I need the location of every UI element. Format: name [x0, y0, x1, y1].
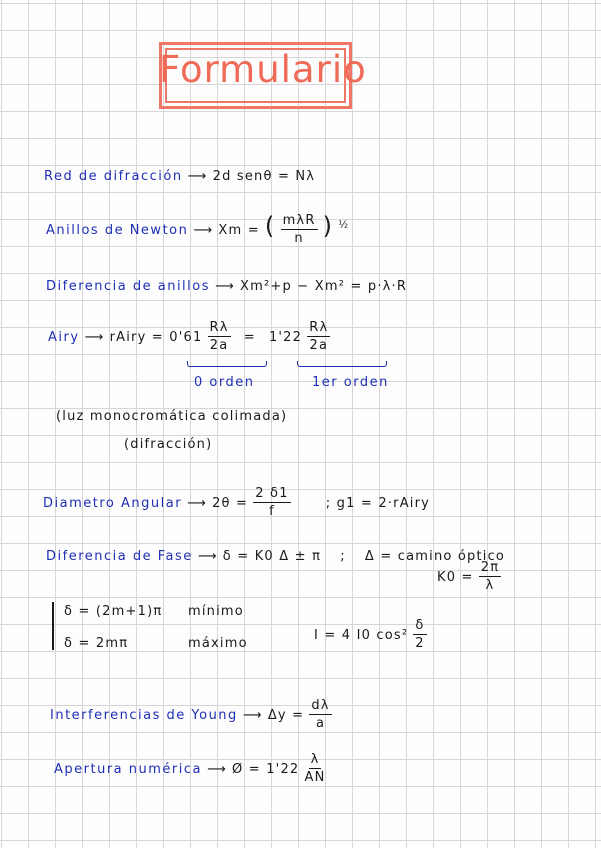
k0-definition: [437, 560, 501, 593]
label-diferencia-anillos: Diferencia de anillos: [46, 279, 211, 294]
label-airy: Airy: [48, 330, 80, 345]
intensity-fraction: [413, 618, 426, 651]
intensity-den: 2: [415, 636, 425, 651]
airy-num-2: Rλ: [309, 320, 329, 335]
airy-den-2: 2a: [309, 338, 329, 353]
formula-red-difraccion: 2d senθ = Nλ: [212, 169, 316, 184]
airy-coef-2: 1'22: [268, 330, 303, 345]
newton-exponent: ½: [338, 219, 350, 231]
k0-num: 2π: [480, 560, 500, 575]
label-young: Interferencias de Young: [50, 708, 238, 723]
airy-den-1: 2a: [209, 338, 229, 353]
row-red-difraccion: [44, 165, 315, 184]
formula-fase: δ = K0 Δ ± π: [222, 549, 322, 564]
diametro-extra: ; g1 = 2·rAiry: [325, 496, 431, 511]
arrow-icon: ⟶: [242, 708, 263, 723]
paren-left: (: [264, 212, 276, 240]
arrow-icon: ⟶: [207, 762, 227, 777]
cond-min-label: mínimo: [188, 604, 244, 619]
diametro-fraction: [253, 486, 290, 519]
apertura-lhs: Ø = 1'22: [232, 762, 300, 777]
airy-num-1: Rλ: [209, 320, 229, 335]
label-anillos-newton: Anillos de Newton: [46, 223, 189, 238]
arrow-icon: ⟶: [215, 279, 235, 294]
label-1er-orden: 1er orden: [312, 375, 389, 390]
k0-fraction: [479, 560, 502, 593]
formula-diferencia-anillos: Xm²+p − Xm² = p·λ·R: [240, 279, 408, 294]
young-lhs: Δy =: [267, 708, 305, 723]
page-title: Formulario: [159, 48, 367, 91]
apertura-num: λ: [310, 752, 320, 767]
apertura-den: AN: [304, 770, 326, 785]
airy-fraction-2: [307, 320, 330, 353]
intensity-formula: [314, 618, 427, 651]
fase-separator: ;: [340, 549, 346, 564]
row-apertura: [54, 752, 326, 785]
delta-definition: Δ = camino óptico: [364, 549, 506, 564]
diametro-num: 2 δ1: [255, 486, 289, 501]
newton-denominator: n: [294, 231, 304, 246]
newton-numerator: mλR: [282, 213, 316, 228]
young-den: a: [315, 716, 326, 731]
label-0-orden: 0 orden: [194, 375, 255, 390]
conditions-brace: [52, 602, 60, 650]
row-airy: [48, 320, 330, 353]
intensity-num: δ: [415, 618, 425, 633]
arrow-icon: ⟶: [187, 169, 208, 184]
arrow-icon: ⟶: [187, 496, 207, 511]
airy-fraction-1: [208, 320, 231, 353]
paren-right: ): [322, 212, 334, 240]
intensity-lhs: I = 4 I0 cos²: [314, 628, 409, 643]
airy-equals: =: [243, 330, 256, 345]
k0-den: λ: [485, 578, 495, 593]
note-difraccion: (difracción): [124, 437, 213, 452]
arrow-icon: ⟶: [193, 223, 214, 238]
cond-max-formula: δ = 2mπ: [64, 636, 129, 651]
diametro-lhs: 2θ =: [212, 496, 249, 511]
cond-min-formula: δ = (2m+1)π: [64, 604, 163, 619]
young-num: dλ: [311, 698, 330, 713]
brace-0-orden: [187, 361, 267, 367]
label-diametro-angular: Diametro Angular: [43, 496, 183, 511]
newton-fraction: [281, 213, 318, 246]
row-diametro-angular: [43, 486, 430, 519]
cond-max-label: máximo: [188, 636, 248, 651]
diametro-den: f: [269, 504, 275, 519]
label-diferencia-fase: Diferencia de Fase: [46, 549, 193, 564]
arrow-icon: ⟶: [84, 330, 105, 345]
label-apertura: Apertura numérica: [54, 762, 202, 777]
apertura-fraction: [305, 752, 326, 785]
newton-lhs: Xm =: [218, 223, 260, 238]
row-diferencia-anillos: [46, 275, 407, 294]
young-fraction: [309, 698, 331, 731]
label-red-difraccion: Red de difracción: [44, 169, 183, 184]
note-luz-monocromatica: (luz monocromática colimada): [56, 409, 288, 424]
row-anillos-newton: [46, 212, 349, 246]
airy-lhs: rAiry = 0'61: [109, 330, 203, 345]
k0-lhs: K0 =: [437, 570, 474, 585]
arrow-icon: ⟶: [197, 549, 218, 564]
row-young: [50, 698, 332, 731]
brace-1er-orden: [297, 361, 387, 367]
